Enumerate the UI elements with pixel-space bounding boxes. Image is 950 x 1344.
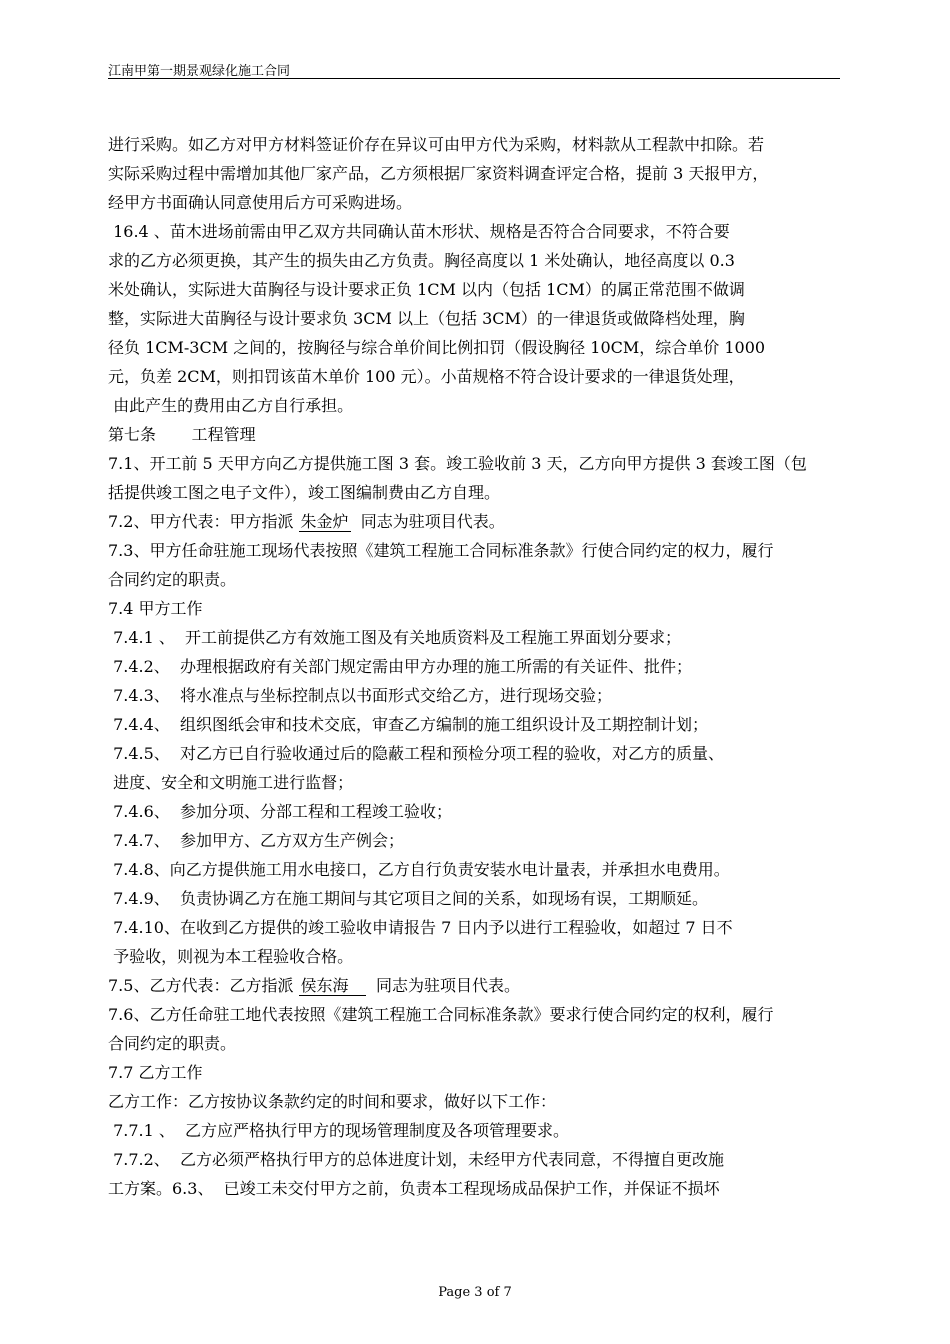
text-line: 7.4.10、在收到乙方提供的竣工验收申请报告 7 日内予以进行工程验收，如超过 7 日不 xyxy=(108,918,733,937)
text-line: 7.4.8、向乙方提供施工用水电接口，乙方自行负责安装水电计量表，并承担水电费用。 xyxy=(108,860,730,879)
text-line: 16.4 、苗木进场前需由甲乙双方共同确认苗木形状、规格是否符合合同要求，不符合要 xyxy=(108,222,730,241)
text-line: 米处确认，实际进大苗胸径与设计要求正负 1CM 以内（包括 1CM）的属正常范围不做调 xyxy=(108,280,745,299)
text-line: 径负 1CM-3CM 之间的，按胸径与综合单价间比例扣罚（假设胸径 10CM，综合单价 1000 xyxy=(108,338,766,357)
text-line: 元，负差 2CM，则扣罚该苗木单价 100 元）。小苗规格不符合设计要求的一律退货处理， xyxy=(108,367,745,386)
text-line: 7.4.9、 负责协调乙方在施工期间与其它项目之间的关系，如现场有误，工期顺延。 xyxy=(108,889,708,908)
running-header: 江南甲第一期景观绿化施工合同 xyxy=(108,64,291,79)
clause-7-2 xyxy=(108,507,848,536)
clause-7-5 xyxy=(108,971,848,1000)
text-line: 由此产生的费用由乙方自行承担。 xyxy=(108,396,354,415)
article-heading: 第七条 工程管理 xyxy=(108,425,256,444)
section-heading: 7.7 乙方工作 xyxy=(108,1063,203,1082)
text-line: 予验收，则视为本工程验收合格。 xyxy=(108,947,354,966)
party-b-representative: 侯东海 xyxy=(300,976,364,995)
text-line: 进行采购。如乙方对甲方材料签证价存在异议可由甲方代为采购，材料款从工程款中扣除。若 xyxy=(108,135,765,154)
text-line: 7.7.1 、 乙方应严格执行甲方的现场管理制度及各项管理要求。 xyxy=(108,1121,570,1140)
header-rule xyxy=(108,78,840,79)
page-number: Page 3 of 7 xyxy=(438,1285,512,1300)
clause-prefix: 7.5、乙方代表：乙方指派 xyxy=(108,976,299,995)
text-line: 经甲方书面确认同意使用后方可采购进场。 xyxy=(108,193,413,212)
text-line: 工方案。6.3、 已竣工未交付甲方之前，负责本工程现场成品保护工作，并保证不损坏 xyxy=(108,1179,720,1198)
text-line: 7.7.2、 乙方必须严格执行甲方的总体进度计划，未经甲方代表同意，不得擅自更改施 xyxy=(108,1150,724,1169)
text-line: 7.4.2、 办理根据政府有关部门规定需由甲方办理的施工所需的有关证件、批件； xyxy=(108,657,692,676)
text-line: 7.1、开工前 5 天甲方向乙方提供施工图 3 套。竣工验收前 3 天，乙方向甲方提供 3 套竣工图（包 xyxy=(108,454,807,473)
text-line: 7.3、甲方任命驻施工现场代表按照《建筑工程施工合同标准条款》行使合同约定的权力，履行 xyxy=(108,541,774,560)
text-line: 合同约定的职责。 xyxy=(108,1034,237,1053)
clause-prefix: 7.2、甲方代表：甲方指派 xyxy=(108,512,299,531)
clause-suffix: 同志为驻项目代表。 xyxy=(350,512,505,531)
text-line: 7.4.1 、 开工前提供乙方有效施工图及有关地质资料及工程施工界面划分要求； xyxy=(108,628,682,647)
text-line: 整，实际进大苗胸径与设计要求负 3CM 以上（包括 3CM）的一律退货或做降档处理，胸 xyxy=(108,309,745,328)
text-line: 实际采购过程中需增加其他厂家产品，乙方须根据厂家资料调查评定合格，提前 3 天报甲方， xyxy=(108,164,769,183)
text-line: 7.6、乙方任命驻工地代表按照《建筑工程施工合同标准条款》要求行使合同约定的权利，履行 xyxy=(108,1005,774,1024)
text-line: 求的乙方必须更换，其产生的损失由乙方负责。胸径高度以 1 米处确认，地径高度以 0.3 xyxy=(108,251,735,270)
contract-body xyxy=(108,130,848,1203)
text-line: 乙方工作：乙方按协议条款约定的时间和要求，做好以下工作： xyxy=(108,1092,557,1111)
text-line: 7.4.6、 参加分项、分部工程和工程竣工验收； xyxy=(108,802,452,821)
clause-suffix: 同志为驻项目代表。 xyxy=(365,976,520,995)
party-a-representative: 朱金炉 xyxy=(300,512,349,531)
text-line: 7.4.4、 组织图纸会审和技术交底，审查乙方编制的施工组织设计及工期控制计划； xyxy=(108,715,708,734)
text-line: 7.4.5、 对乙方已自行验收通过后的隐蔽工程和预检分项工程的验收，对乙方的质量、 xyxy=(108,744,724,763)
section-heading: 7.4 甲方工作 xyxy=(108,599,203,618)
text-line: 7.4.3、 将水准点与坐标控制点以书面形式交给乙方，进行现场交验； xyxy=(108,686,612,705)
text-line: 进度、安全和文明施工进行监督； xyxy=(108,773,354,792)
text-line: 7.4.7、 参加甲方、乙方双方生产例会； xyxy=(108,831,404,850)
text-line: 合同约定的职责。 xyxy=(108,570,237,589)
text-line: 括提供竣工图之电子文件），竣工图编制费由乙方自理。 xyxy=(108,483,501,502)
